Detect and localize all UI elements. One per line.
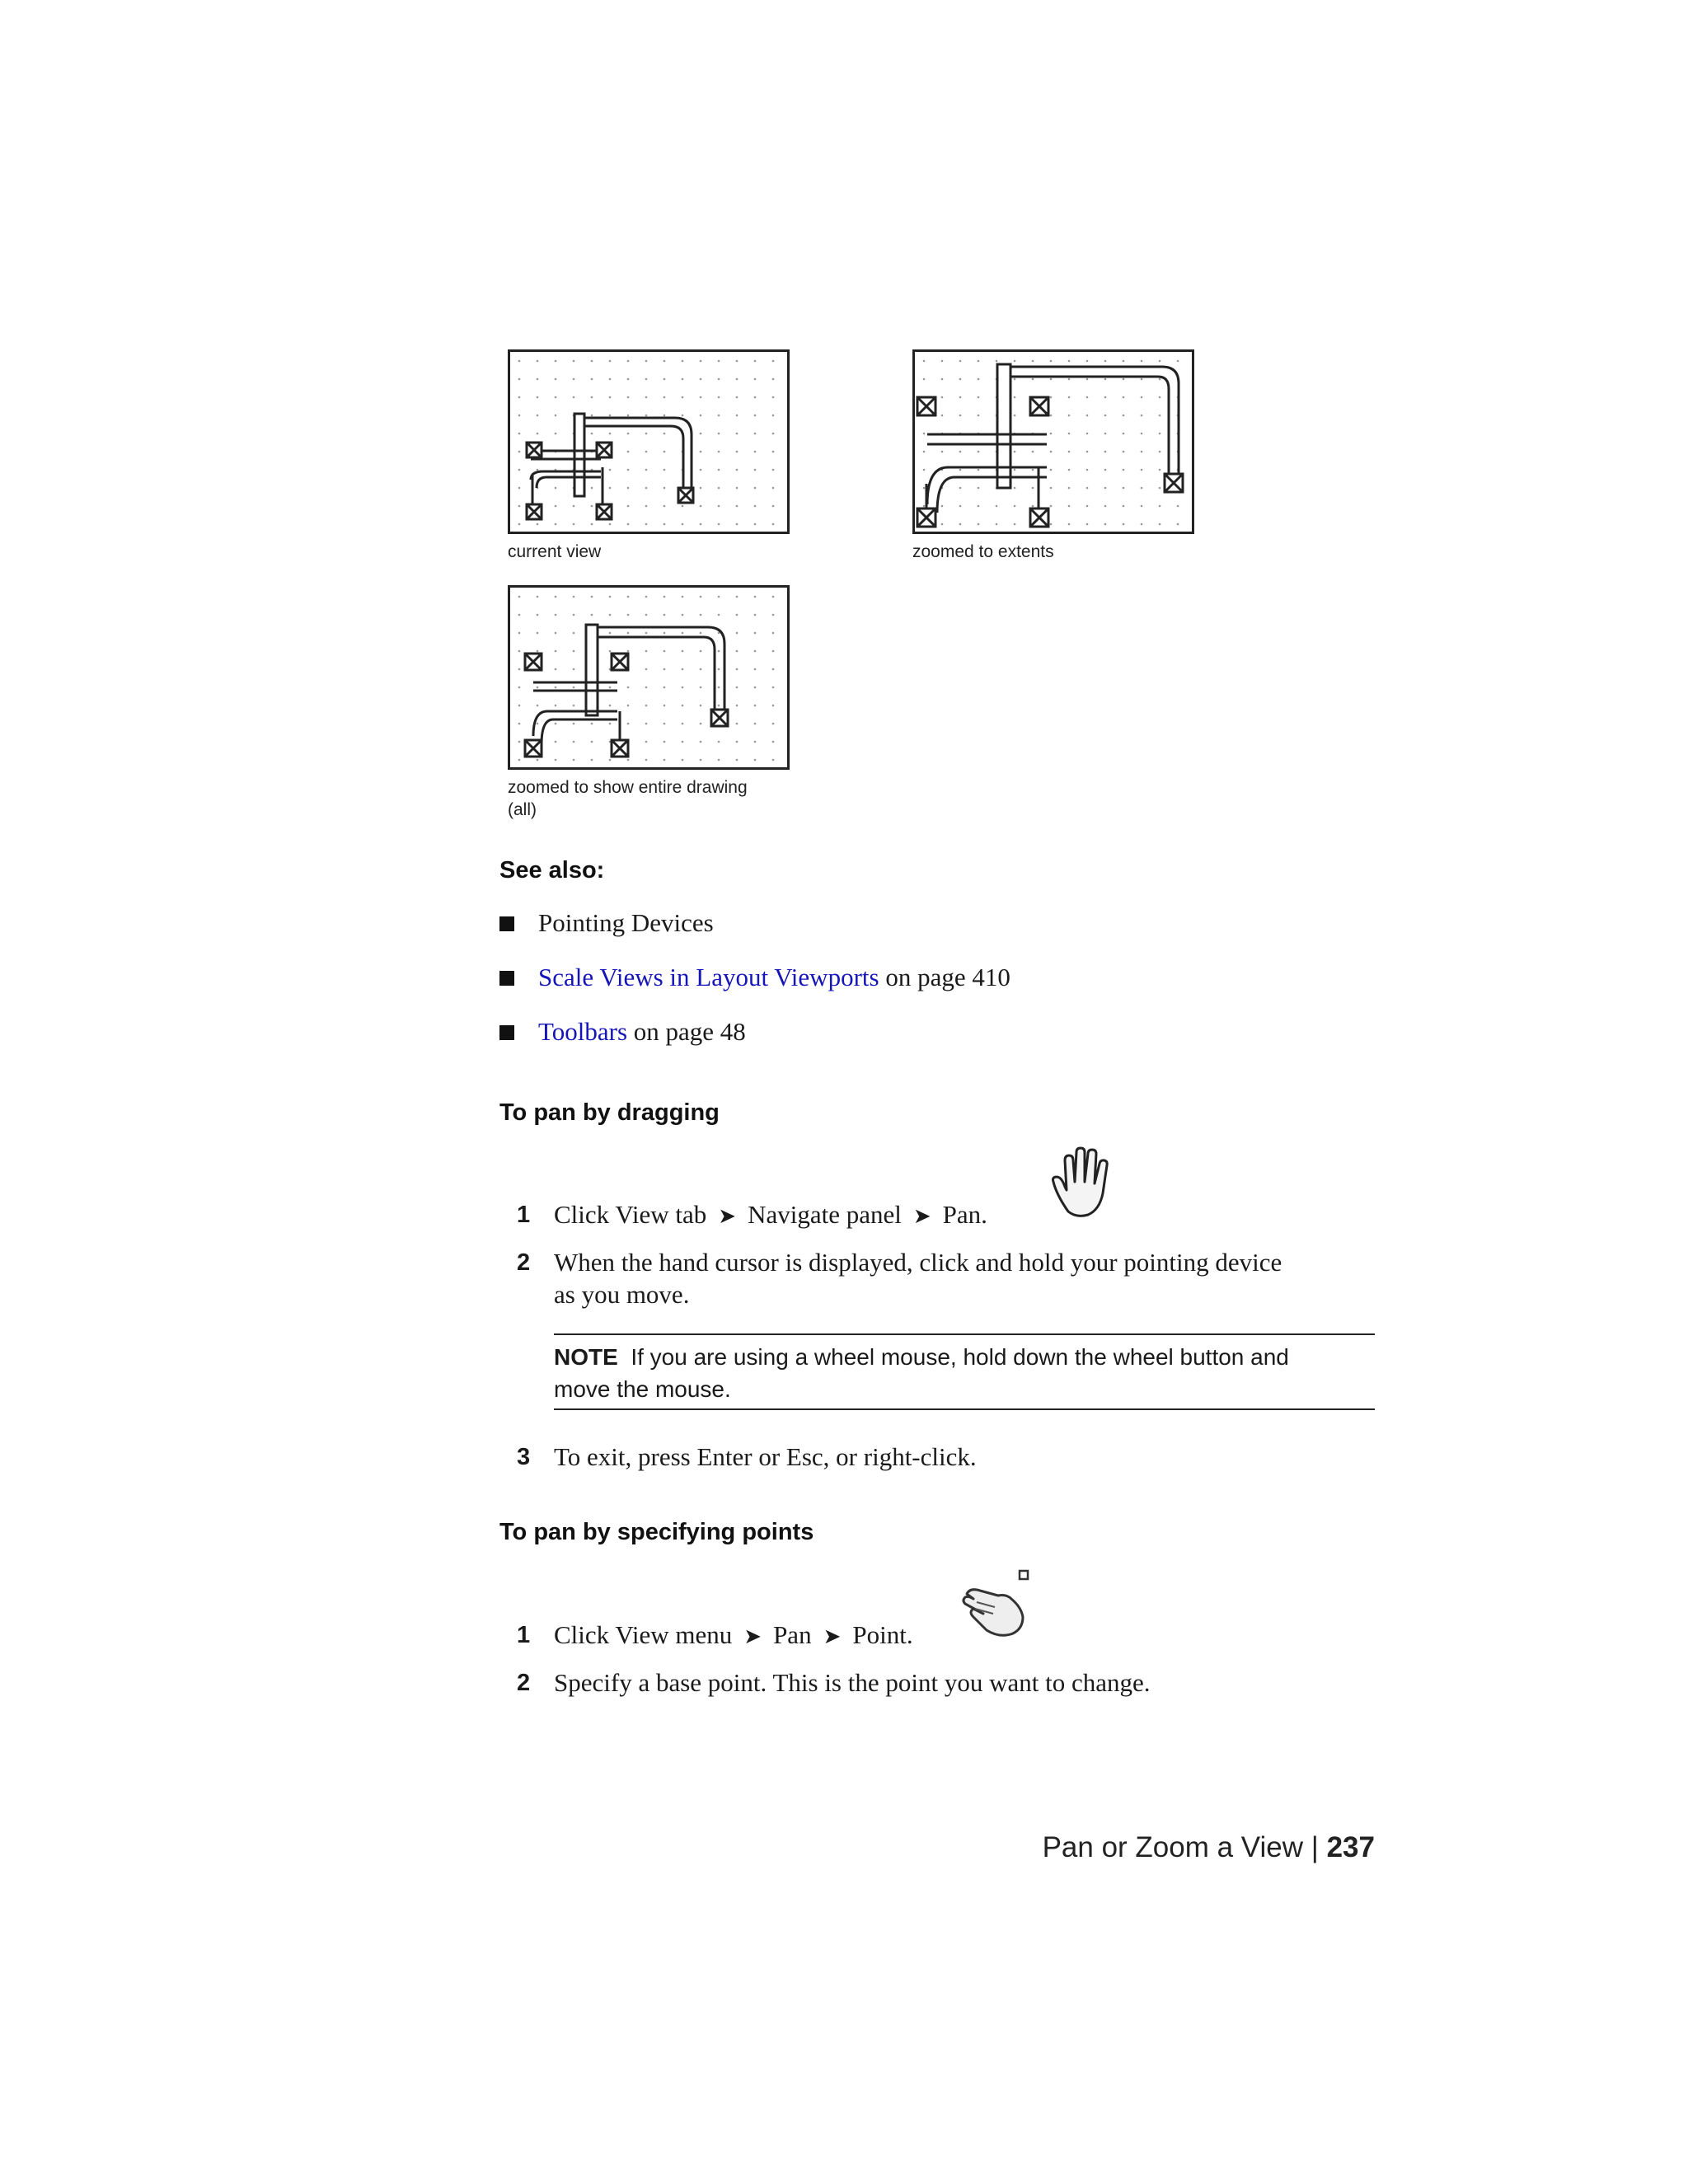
bullet-icon <box>499 971 514 986</box>
step-number: 3 <box>517 1444 531 1470</box>
page-number: 237 <box>1326 1831 1375 1863</box>
caption-current-view: current view <box>508 542 602 561</box>
footer-separator: | <box>1311 1831 1319 1863</box>
zoomed-extents-drawing <box>915 352 1192 532</box>
pan-dragging-heading: To pan by dragging <box>499 1099 720 1126</box>
step1-pan: Pan <box>773 1620 812 1649</box>
figure-current-view <box>508 349 790 534</box>
figure-zoomed-extents <box>912 349 1194 534</box>
see-also-item-pointing-devices <box>538 907 714 939</box>
see-also-item-text: Pointing Devices <box>538 908 714 937</box>
pan-points-heading: To pan by specifying points <box>499 1519 814 1545</box>
note-line1 <box>554 1341 1289 1373</box>
see-also-heading: See also: <box>499 857 605 883</box>
step2-line2: as you move. <box>554 1280 690 1309</box>
note-text: If you are using a wheel mouse, hold down the wheel button and <box>631 1344 1289 1370</box>
toolbars-link[interactable]: Toolbars <box>538 1017 628 1046</box>
hand-point-icon <box>959 1566 1038 1640</box>
step1-view-menu: Click View menu <box>554 1620 733 1649</box>
step1-view-tab: Click View tab <box>554 1200 707 1229</box>
caption-zoomed-all-line1: zoomed to show entire drawing <box>508 778 748 797</box>
pan-dragging-step1 <box>554 1198 987 1233</box>
pan-dragging-step2 <box>554 1246 1282 1310</box>
step1-point: Point. <box>852 1620 913 1649</box>
note-block <box>554 1341 1289 1405</box>
step1-pan: Pan. <box>942 1200 987 1229</box>
figure-zoomed-all <box>508 585 790 770</box>
arrow-icon: ➤ <box>718 1204 737 1229</box>
pan-dragging-step3: To exit, press Enter or Esc, or right-click. <box>554 1442 977 1471</box>
step-number: 1 <box>517 1202 531 1228</box>
see-also-item-suffix: on page 410 <box>879 963 1010 991</box>
note-bottom-rule <box>554 1408 1375 1410</box>
see-also-item-scale-views <box>538 961 1010 993</box>
caption-zoomed-extents: zoomed to extents <box>912 542 1054 561</box>
arrow-icon: ➤ <box>823 1624 842 1649</box>
see-also-item-toolbars <box>538 1015 746 1047</box>
note-top-rule <box>554 1333 1375 1335</box>
arrow-icon: ➤ <box>912 1204 931 1229</box>
note-label: NOTE <box>554 1344 618 1370</box>
pan-points-step1 <box>554 1619 913 1653</box>
step-number: 2 <box>517 1249 531 1276</box>
step-number: 1 <box>517 1622 531 1648</box>
page-footer <box>1043 1831 1375 1864</box>
footer-title: Pan or Zoom a View <box>1042 1831 1304 1863</box>
arrow-icon: ➤ <box>743 1624 762 1649</box>
step2-line1: When the hand cursor is displayed, click and hold your pointing device <box>554 1248 1282 1277</box>
bullet-icon <box>499 1025 514 1040</box>
see-also-item-suffix: on page 48 <box>627 1017 746 1046</box>
current-view-drawing <box>510 352 787 532</box>
pan-points-step2: Specify a base point. This is the point you want to change. <box>554 1668 1151 1697</box>
hand-icon <box>1045 1146 1121 1221</box>
caption-zoomed-all-line2: (all) <box>508 800 537 819</box>
bullet-icon <box>499 916 514 931</box>
scale-views-link[interactable]: Scale Views in Layout Viewports <box>538 963 879 991</box>
step-number: 2 <box>517 1670 531 1696</box>
caption-zoomed-all <box>508 776 748 821</box>
step1-navigate-panel: Navigate panel <box>748 1200 902 1229</box>
note-line2: move the mouse. <box>554 1376 731 1402</box>
zoomed-all-drawing <box>510 588 787 767</box>
